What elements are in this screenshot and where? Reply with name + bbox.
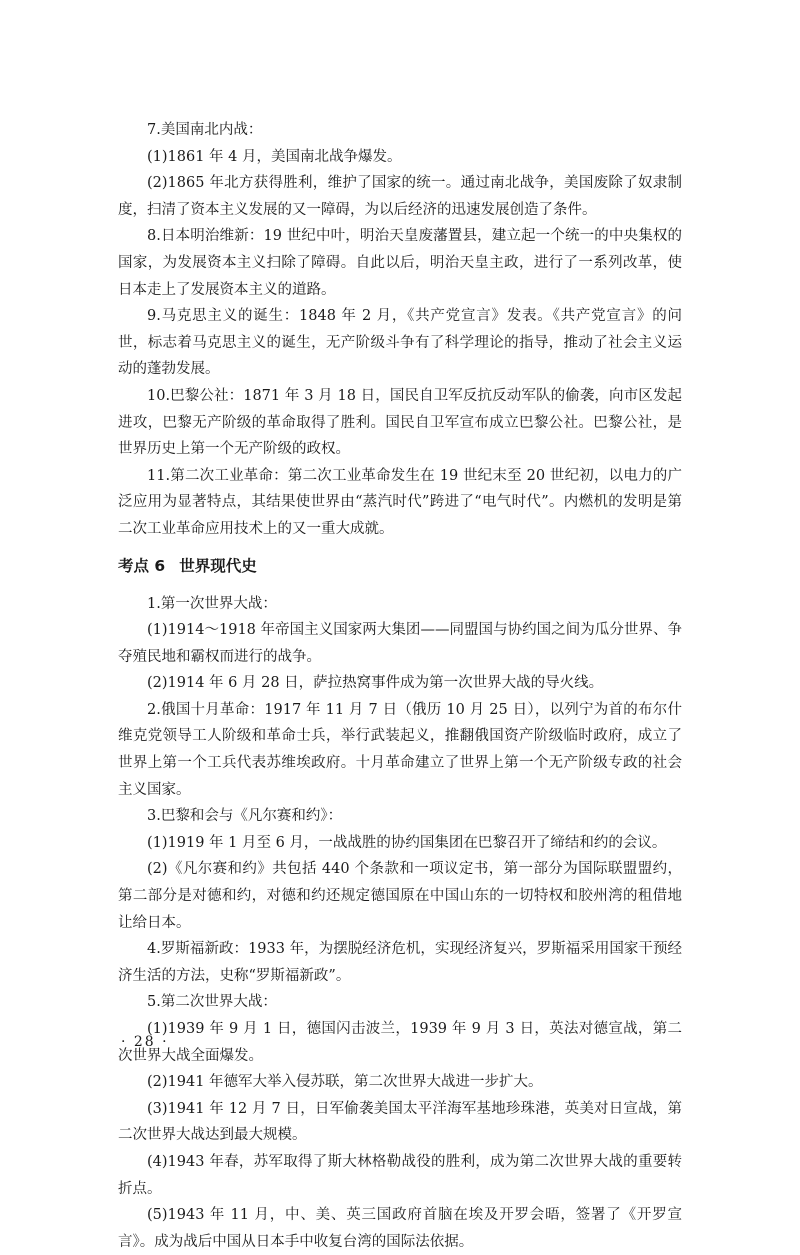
page-number: · 28 · bbox=[121, 1034, 169, 1050]
section-number: 考点 6 bbox=[118, 557, 165, 575]
section-title: 世界现代史 bbox=[179, 557, 257, 575]
paragraph: 7.美国南北内战： bbox=[118, 117, 682, 144]
paragraph: (1)1939 年 9 月 1 日，德国闪击波兰，1939 年 9 月 3 日，英法对德宣战，第二次世界大战全面爆发。 bbox=[118, 1016, 682, 1069]
paragraph: 8.日本明治维新：19 世纪中叶，明治天皇废藩置县，建立起一个统一的中央集权的国家，为发展资本主义扫除了障碍。自此以后，明治天皇主政，进行了一系列改革，使日本走上了发展资本主义的道路。 bbox=[118, 223, 682, 303]
paragraph: 9.马克思主义的诞生：1848 年 2 月，《共产党宣言》发表。《共产党宣言》的问世，标志着马克思主义的诞生，无产阶级斗争有了科学理论的指导，推动了社会主义运动的蓬勃发展。 bbox=[118, 303, 682, 383]
paragraph: (2)《凡尔赛和约》共包括 440 个条款和一项议定书，第一部分为国际联盟盟约，第二部分是对德和约，对德和约还规定德国原在中国山东的一切特权和胶州湾的租借地让给日本。 bbox=[118, 856, 682, 936]
paragraph: (4)1943 年春，苏军取得了斯大林格勒战役的胜利，成为第二次世界大战的重要转折点。 bbox=[118, 1149, 682, 1202]
paragraph: (3)1941 年 12 月 7 日，日军偷袭美国太平洋海军基地珍珠港，英美对日宣战，第二次世界大战达到最大规模。 bbox=[118, 1096, 682, 1149]
bottom-section bbox=[118, 591, 682, 1255]
paragraph: (2)1941 年德军大举入侵苏联，第二次世界大战进一步扩大。 bbox=[118, 1069, 682, 1096]
paragraph: (1)1861 年 4 月，美国南北战争爆发。 bbox=[118, 144, 682, 171]
paragraph: 5.第二次世界大战： bbox=[118, 989, 682, 1016]
paragraph: 3.巴黎和会与《凡尔赛和约》： bbox=[118, 803, 682, 830]
paragraph: 10.巴黎公社：1871 年 3 月 18 日，国民自卫军反抗反动军队的偷袭，向市区发起进攻，巴黎无产阶级的革命取得了胜利。国民自卫军宣布成立巴黎公社。巴黎公社，是世界历史上第一个无产阶级的政权。 bbox=[118, 383, 682, 463]
paragraph: (5)1943 年 11 月，中、美、英三国政府首脑在埃及开罗会晤，签署了《开罗宣言》。成为战后中国从日本手中收复台湾的国际法依据。 bbox=[118, 1202, 682, 1255]
paragraph: (2)1914 年 6 月 28 日，萨拉热窝事件成为第一次世界大战的导火线。 bbox=[118, 670, 682, 697]
paragraph: 11.第二次工业革命：第二次工业革命发生在 19 世纪末至 20 世纪初，以电力的广泛应用为显著特点，其结果使世界由“蒸汽时代”跨进了“电气时代”。内燃机的发明是第二次工业革命应用技术上的又一重大成就。 bbox=[118, 463, 682, 543]
paragraph: 4.罗斯福新政：1933 年，为摆脱经济危机，实现经济复兴，罗斯福采用国家干预经济生活的方法，史称“罗斯福新政”。 bbox=[118, 936, 682, 989]
paragraph: (1)1919 年 1 月至 6 月，一战战胜的协约国集团在巴黎召开了缔结和约的会议。 bbox=[118, 830, 682, 857]
paragraph: (2)1865 年北方获得胜利，维护了国家的统一。通过南北战争，美国废除了奴隶制度，扫清了资本主义发展的又一障碍，为以后经济的迅速发展创造了条件。 bbox=[118, 170, 682, 223]
top-section bbox=[118, 117, 682, 543]
paragraph: (1)1914～1918 年帝国主义国家两大集团——同盟国与协约国之间为瓜分世界、争夺殖民地和霸权而进行的战争。 bbox=[118, 617, 682, 670]
paragraph: 1.第一次世界大战： bbox=[118, 591, 682, 618]
paragraph: 2.俄国十月革命：1917 年 11 月 7 日（俄历 10 月 25 日），以列宁为首的布尔什维克党领导工人阶级和革命士兵，举行武装起义，推翻俄国资产阶级临时政府，成立了世界上第一个工兵代表苏维埃政府。十月革命建立了世界上第一个无产阶级专政的社会主义国家。 bbox=[118, 697, 682, 803]
section-heading bbox=[118, 553, 682, 579]
